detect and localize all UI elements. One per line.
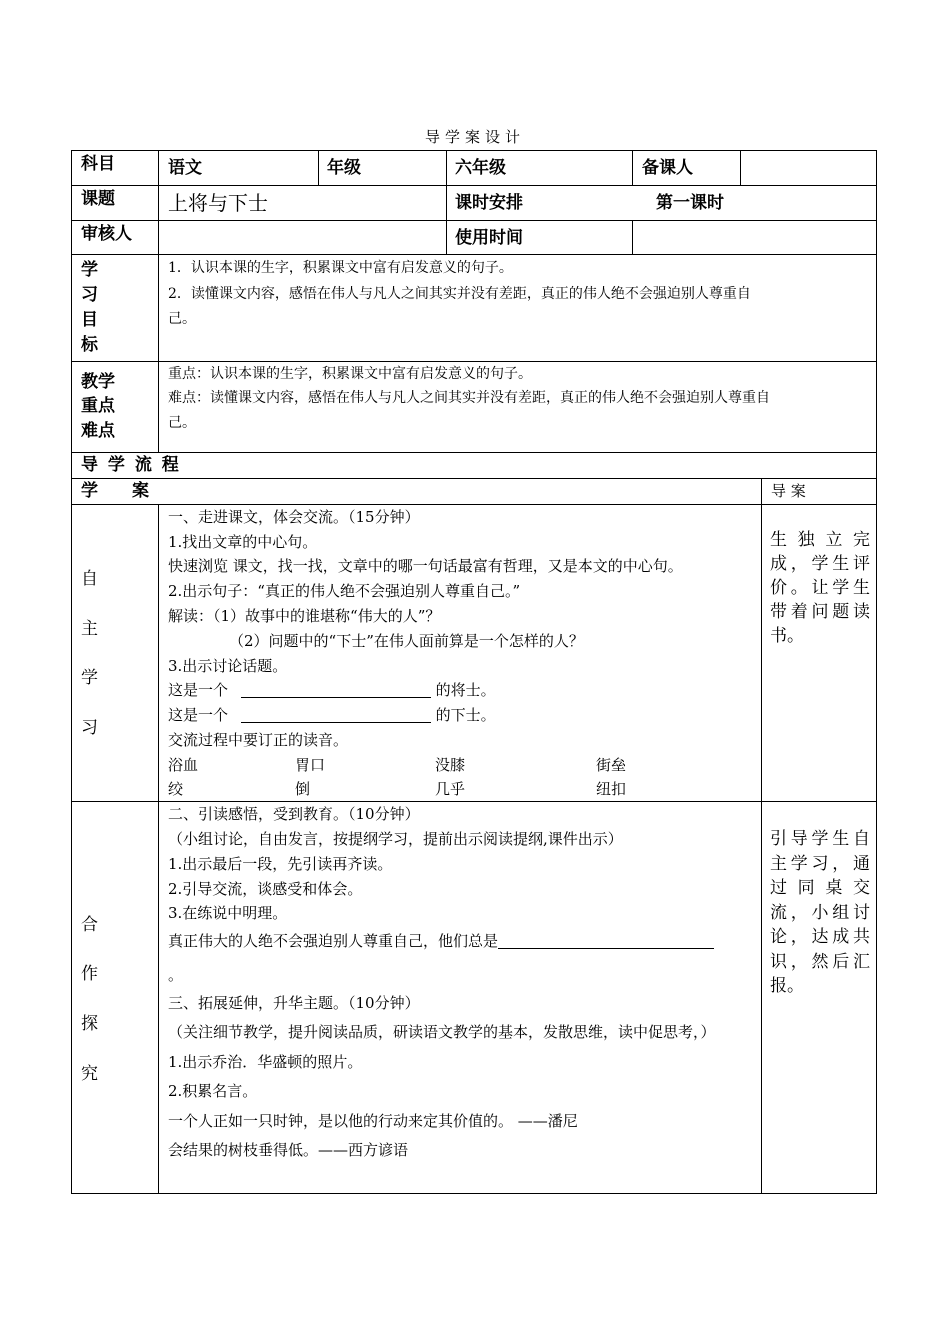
selfstudy-line-5: 解读：（1）故事中的谁堪称“伟大的人”？	[168, 607, 441, 625]
coop-line-11: 会结果的树枝垂得低。——西方谚语	[168, 1141, 409, 1159]
selfstudy-line-2: 1.找出文章的中心句。	[168, 533, 318, 551]
coop-line-4: 2.引导交流，谈感受和体会。	[168, 880, 363, 898]
objectives-label-3: 目	[81, 310, 98, 330]
topic-value: 上将与下士	[168, 191, 268, 215]
coop-fill-end: 。	[168, 966, 184, 984]
word-item: 纽扣	[596, 780, 627, 798]
word-item: 胃口	[295, 756, 326, 774]
selfstudy-line-1: 一、走进课文，体会交流。（15分钟）	[168, 508, 420, 526]
objectives-label-4: 标	[81, 335, 98, 355]
selfstudy-label-4: 习	[81, 718, 98, 738]
coop-label-2: 作	[81, 964, 98, 984]
coop-label-3: 探	[81, 1014, 98, 1034]
blank-line[interactable]	[241, 683, 431, 698]
coop-fill-prefix: 真正伟大的人绝不会强迫别人尊重自己，他们总是	[168, 932, 499, 950]
word-item: 绞	[168, 780, 184, 798]
subject-value: 语文	[168, 158, 202, 178]
fill-in-blank-2	[168, 708, 496, 723]
coop-line-8: 1.出示乔治．华盛顿的照片。	[168, 1053, 363, 1071]
reviewer-label: 审核人	[81, 224, 132, 244]
fill-in-blank-1	[168, 683, 496, 698]
keypoint-line-3: 己。	[168, 415, 196, 431]
topic-label: 课题	[81, 189, 115, 209]
correct-note: 交流过程中要订正的读音。	[168, 731, 349, 749]
coop-guide: 引导学生自主学习，通过同桌交流，小组讨论，达成共识，然后汇报。	[770, 829, 870, 996]
coop-fill-in-blank	[168, 934, 714, 949]
usetime-label: 使用时间	[455, 228, 523, 248]
coop-line-2: （小组讨论，自由发言，按提纲学习，提前出示阅读提纲,课件出示）	[168, 830, 623, 848]
coop-label-1: 合	[81, 915, 98, 935]
coop-line-7: （关注细节教学，提升阅读品质，研读语文教学的基本，发散思维，读中促思考，）	[168, 1023, 716, 1041]
objective-line-3: 己。	[168, 311, 196, 327]
subject-label: 科目	[81, 154, 115, 174]
coop-line-6: 三、拓展延伸，升华主题。（10分钟）	[168, 994, 420, 1012]
selfstudy-label-3: 学	[81, 668, 98, 688]
objectives-label-1: 学	[81, 260, 98, 280]
coop-line-1: 二、引读感悟，受到教育。（10分钟）	[168, 805, 420, 823]
word-item: 浴血	[168, 756, 199, 774]
fill1-prefix: 这是一个	[168, 681, 229, 699]
schedule-label: 课时安排	[455, 193, 523, 213]
blank-line[interactable]	[241, 708, 431, 723]
fill2-prefix: 这是一个	[168, 706, 229, 724]
fill1-suffix: 的将士。	[435, 681, 496, 699]
grade-label: 年级	[327, 158, 361, 178]
page-title: 导学案设计	[424, 128, 525, 146]
selfstudy-guide: 生独立完成，学生评价。让学生带着问题读书。	[770, 530, 870, 646]
word-item: 倒	[295, 780, 311, 798]
keypoints-label-2: 重点	[81, 396, 115, 416]
selfstudy-line-4: 2.出示句子：“真正的伟人绝不会强迫别人尊重自己。”	[168, 582, 521, 600]
coop-line-3: 1.出示最后一段，先引读再齐读。	[168, 855, 393, 873]
schedule-value: 第一课时	[656, 193, 724, 213]
coop-line-5: 3.在练说中明理。	[168, 904, 288, 922]
selfstudy-line-3: 快速浏览 课文，找一找，文章中的哪一句话最富有哲理，又是本文的中心句。	[168, 557, 683, 575]
flow-title: 导 学 流 程	[81, 455, 181, 475]
coop-label-4: 究	[81, 1064, 98, 1084]
preparer-label: 备课人	[642, 158, 693, 178]
keypoints-label-3: 难点	[81, 421, 115, 441]
word-item: 街垒	[596, 756, 627, 774]
word-item: 几乎	[435, 780, 466, 798]
coop-line-9: 2.积累名言。	[168, 1082, 258, 1100]
selfstudy-line-6: （2）问题中的“下士”在伟人面前算是一个怎样的人？	[229, 632, 584, 650]
grade-value: 六年级	[455, 158, 506, 178]
selfstudy-line-7: 3.出示讨论话题。	[168, 657, 288, 675]
keypoints-label-1: 教学	[81, 372, 115, 392]
blank-line[interactable]	[498, 934, 714, 949]
coop-line-10: 一个人正如一只时钟，是以他的行动来定其价值的。 ——潘尼	[168, 1112, 578, 1130]
guide-column-header: 导 案	[771, 482, 806, 500]
word-item: 没膝	[435, 756, 466, 774]
selfstudy-label-2: 主	[81, 619, 98, 639]
fill2-suffix: 的下士。	[435, 706, 496, 724]
objectives-label-2: 习	[81, 285, 98, 305]
objective-line-2: 2．读懂课文内容，感悟在伟人与凡人之间其实并没有差距，真正的伟人绝不会强迫别人尊重自	[168, 286, 751, 302]
keypoint-line-2: 难点：读懂课文内容，感悟在伟人与凡人之间其实并没有差距，真正的伟人绝不会强迫别人尊重自	[168, 390, 770, 406]
keypoint-line-1: 重点：认识本课的生字，积累课文中富有启发意义的句子。	[168, 366, 532, 382]
objective-line-1: 1．认识本课的生字，积累课文中富有启发意义的句子。	[168, 260, 513, 276]
selfstudy-label-1: 自	[81, 569, 98, 589]
study-column-header: 学 案	[81, 481, 149, 501]
